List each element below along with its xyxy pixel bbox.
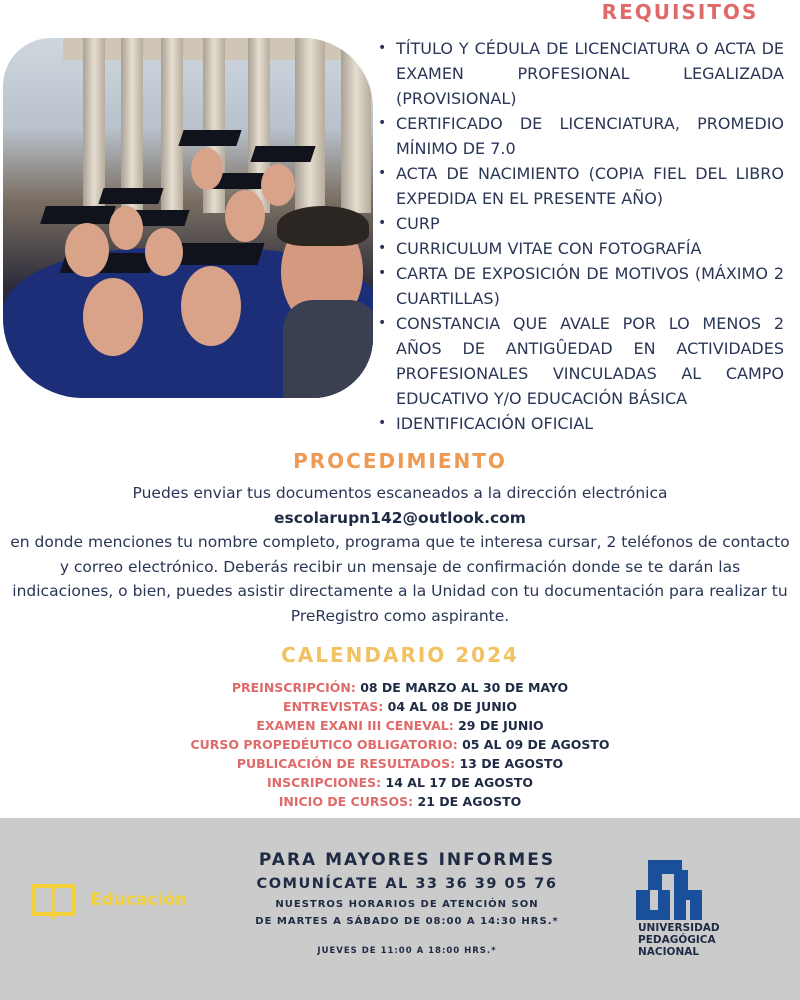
list-item: • ACTA DE NACIMIENTO (COPIA FIEL DEL LIBRO EXPEDIDA EN EL PRESENTE AÑO) <box>376 161 784 211</box>
hours-heading: NUESTROS HORARIOS DE ATENCIÓN SON <box>275 899 539 910</box>
graduates-photo <box>3 38 373 398</box>
educacion-label: Educación <box>90 890 188 910</box>
bullet-icon: • <box>378 315 387 331</box>
calendar-row <box>0 792 800 811</box>
bullet-icon: • <box>378 240 387 256</box>
list-item: • TÍTULO Y CÉDULA DE LICENCIATURA O ACTA DE EXAMEN PROFESIONAL LEGALIZADA (PROVISIONAL) <box>376 36 784 111</box>
calendar-label: CURSO PROPEDÉUTICO OBLIGATORIO: <box>190 737 458 752</box>
list-item: • CURRICULUM VITAE CON FOTOGRAFÍA <box>376 236 784 261</box>
procedimiento-body: en donde menciones tu nombre completo, programa que te interesa cursar, 2 teléfonos de contacto y correo electrónico. Deberás recibir un mensaje de confirmación donde se te darán las indicaciones, o bien, puedes asistir directamente a la Unidad con tu documentación para realizar tu PreRegistro como aspirante. <box>10 533 790 625</box>
calendar-label: PUBLICACIÓN DE RESULTADOS: <box>236 756 456 771</box>
upn-emblem-icon <box>634 860 704 922</box>
open-book-icon <box>30 880 76 920</box>
calendar-value: 08 DE MARZO AL 30 DE MAYO <box>360 680 569 695</box>
calendar-value: 29 DE JUNIO <box>458 718 544 733</box>
contact-info <box>212 848 602 958</box>
requisitos-title: REQUISITOS <box>601 0 759 24</box>
calendar-value: 05 AL 09 DE AGOSTO <box>462 737 610 752</box>
requisitos-list <box>376 36 784 436</box>
educacion-logo <box>30 880 187 920</box>
procedimiento-intro: Puedes enviar tus documentos escaneados a la dirección electrónica <box>132 484 668 502</box>
phone-number[interactable]: COMUNÍCATE AL 33 36 39 05 76 <box>256 876 558 892</box>
bullet-icon: • <box>378 215 387 231</box>
list-item: • CARTA DE EXPOSICIÓN DE MOTIVOS (MÁXIMO 2 CUARTILLAS) <box>376 261 784 311</box>
calendar-row <box>0 678 800 697</box>
bullet-icon: • <box>378 40 387 56</box>
list-item: • CONSTANCIA QUE AVALE POR LO MENOS 2 AÑOS DE ANTIGÛEDAD EN ACTIVIDADES PROFESIONALES VINCULADAS AL CAMPO EDUCATIVO Y/O EDUCACIÓN BÁSICA <box>376 311 784 411</box>
list-item: • IDENTIFICACIÓN OFICIAL <box>376 411 784 436</box>
calendar-value: 04 AL 08 DE JUNIO <box>387 699 517 714</box>
calendario-title: CALENDARIO 2024 <box>281 643 519 667</box>
info-heading: PARA MAYORES INFORMES <box>258 850 556 870</box>
procedimiento-text <box>10 481 790 628</box>
calendario-list <box>0 678 800 811</box>
calendar-label: INICIO DE CURSOS: <box>278 794 414 809</box>
calendar-row <box>0 754 800 773</box>
calendar-row <box>0 716 800 735</box>
calendar-label: EXAMEN EXANI III CENEVAL: <box>256 718 454 733</box>
hours-thursday: JUEVES DE 11:00 A 18:00 HRS.* <box>317 946 497 956</box>
upn-logo-text: UNIVERSIDAD PEDAGÓGICA NACIONAL <box>638 922 720 958</box>
calendar-value: 13 DE AGOSTO <box>459 756 564 771</box>
calendar-row <box>0 697 800 716</box>
upn-logo <box>634 860 764 970</box>
calendar-row <box>0 773 800 792</box>
bullet-icon: • <box>378 415 387 431</box>
hours-weekdays: DE MARTES A SÁBADO DE 08:00 A 14:30 HRS.* <box>255 916 559 927</box>
footer <box>0 818 800 1000</box>
calendar-label: INSCRIPCIONES: <box>266 775 382 790</box>
list-item: • CURP <box>376 211 784 236</box>
calendar-row <box>0 735 800 754</box>
bullet-icon: • <box>378 165 387 181</box>
calendar-value: 14 AL 17 DE AGOSTO <box>385 775 533 790</box>
procedimiento-title: PROCEDIMIENTO <box>293 449 507 473</box>
bullet-icon: • <box>378 115 387 131</box>
list-item: • CERTIFICADO DE LICENCIATURA, PROMEDIO MÍNIMO DE 7.0 <box>376 111 784 161</box>
calendar-label: ENTREVISTAS: <box>283 699 384 714</box>
calendar-value: 21 DE AGOSTO <box>417 794 522 809</box>
calendar-label: PREINSCRIPCIÓN: <box>231 680 356 695</box>
email-link[interactable]: escolarupn142@outlook.com <box>274 508 526 527</box>
bullet-icon: • <box>378 265 387 281</box>
